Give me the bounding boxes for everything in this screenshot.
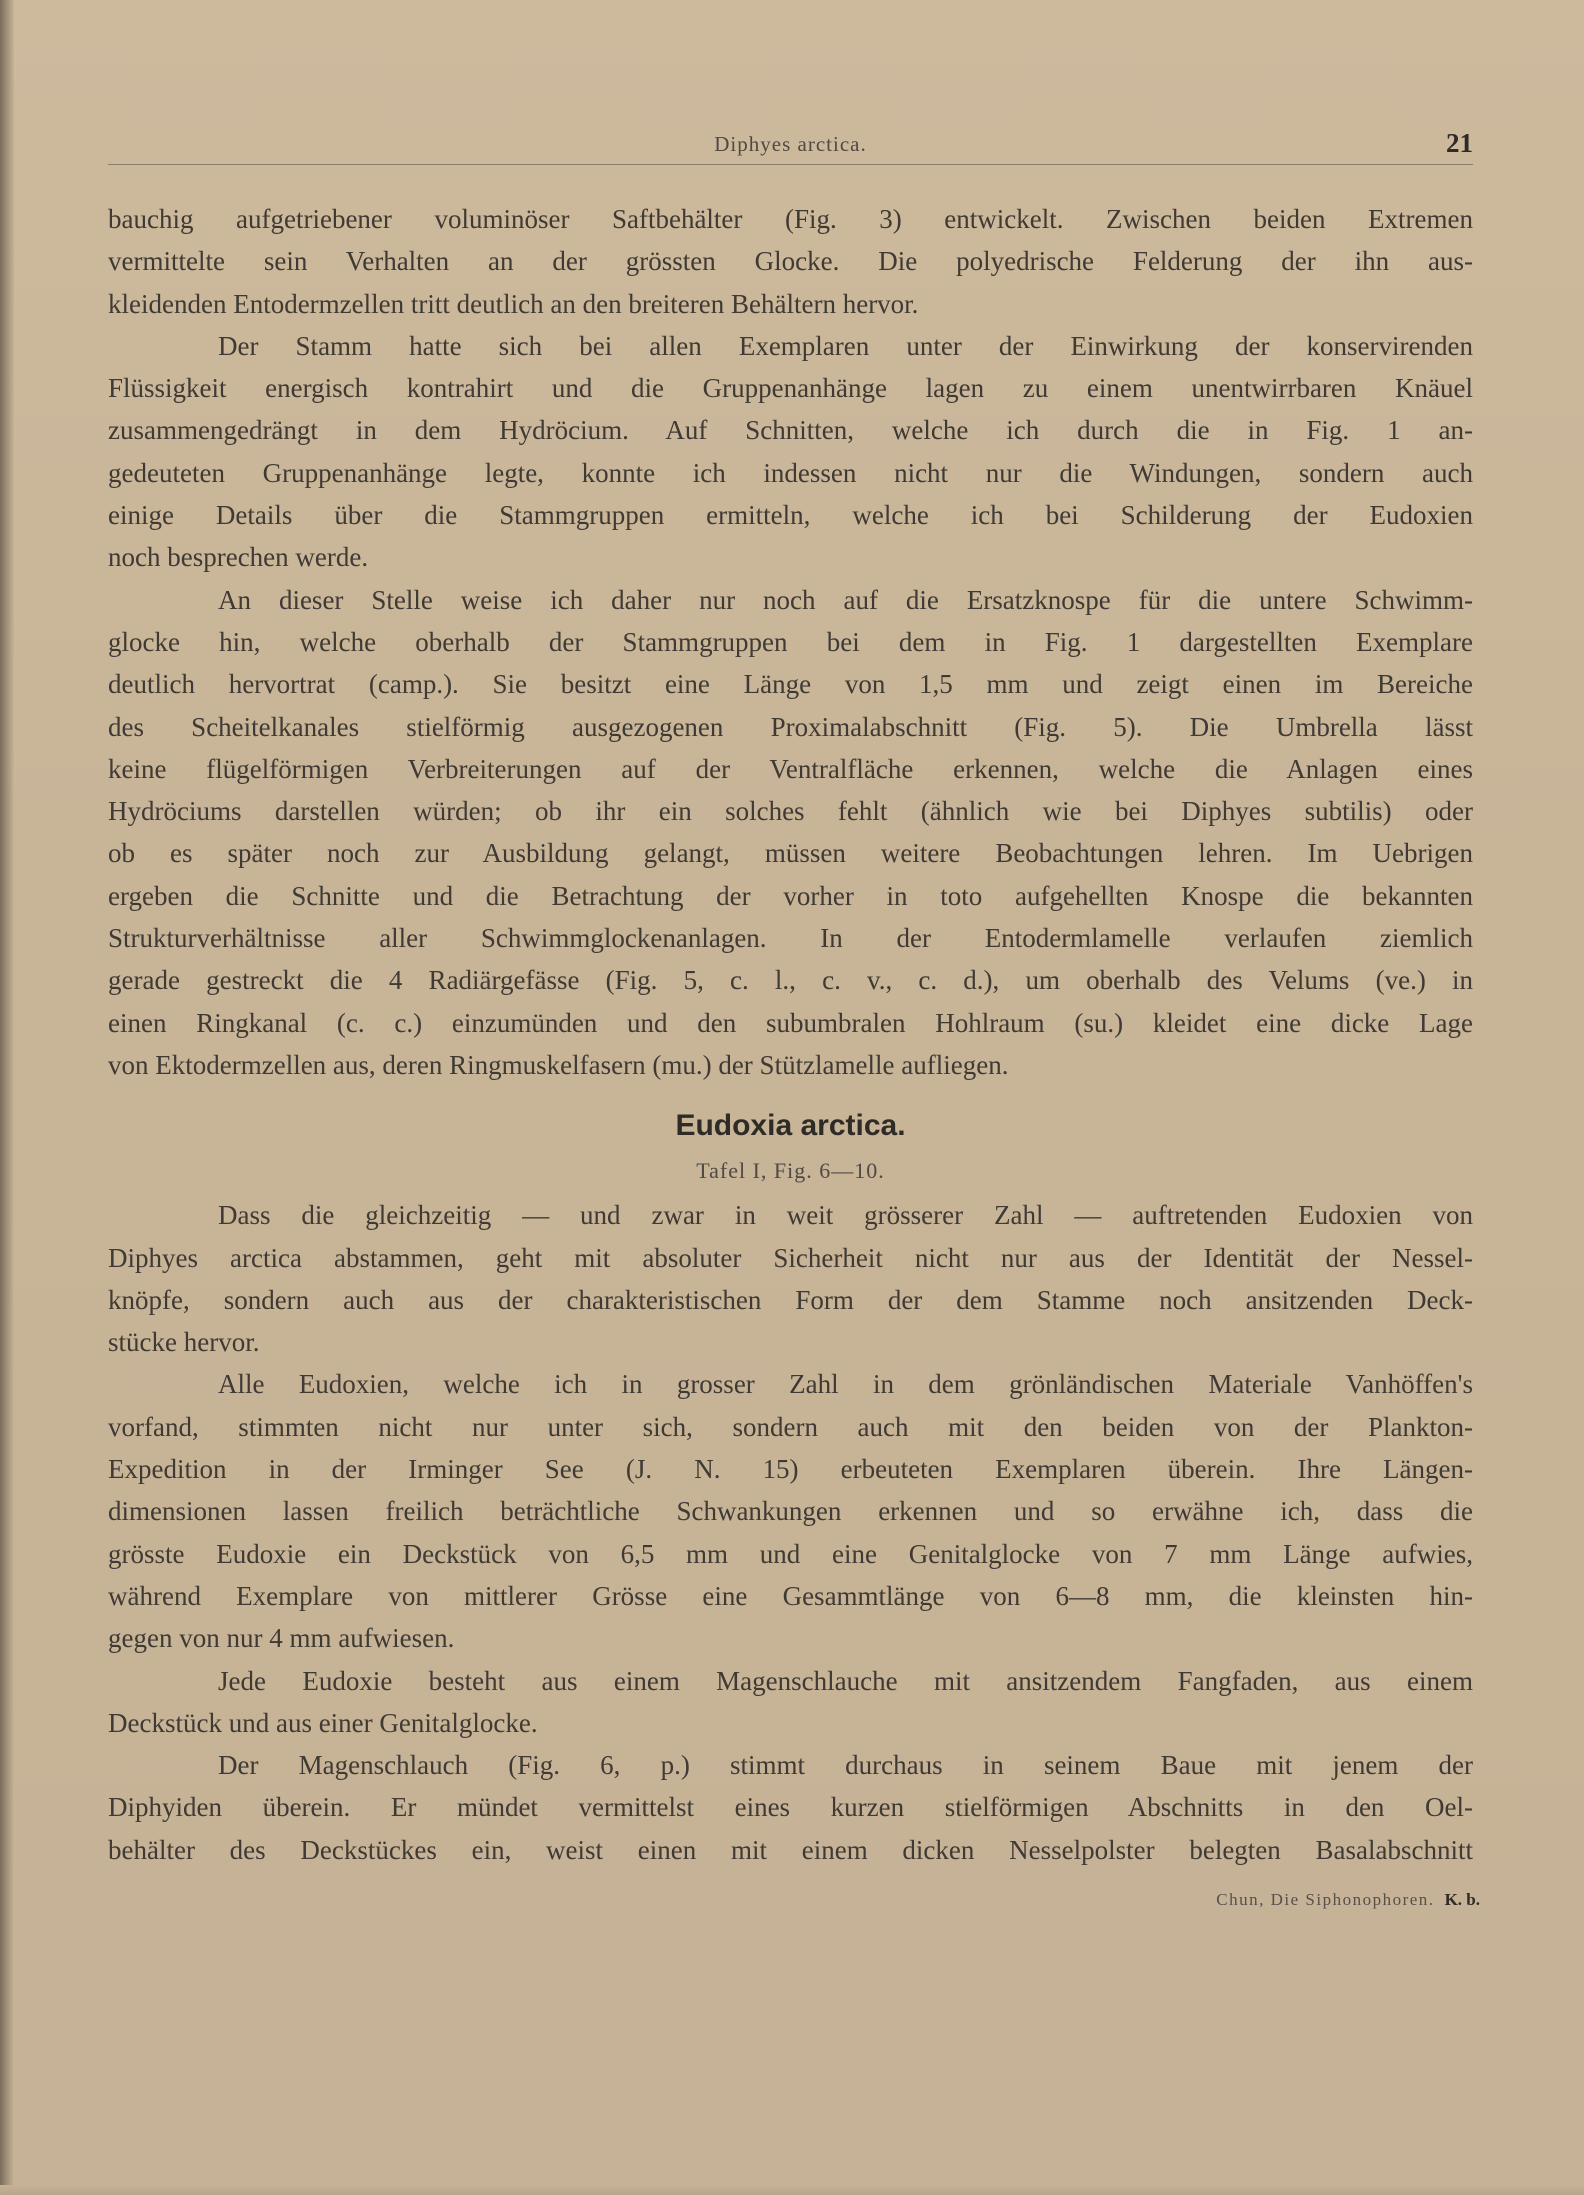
text-line: An dieser Stelle weise ich daher nur noch auf die Ersatzknospe für die untere Schwimm- — [218, 584, 1473, 615]
text-line: Der Magenschlauch (Fig. 6, p.) stimmt durchaus in seinem Baue mit jenem der — [218, 1750, 1473, 1781]
text-line: ergeben die Schnitte und die Betrachtung der vorher in toto aufgehellten Knospe die bekannten — [108, 880, 1473, 911]
text-line: grösste Eudoxie ein Deckstück von 6,5 mm und eine Genitalglocke von 7 mm Länge aufwies, — [108, 1538, 1473, 1569]
text-line: vorfand, stimmten nicht nur unter sich, sondern auch mit den beiden von der Plankton- — [108, 1411, 1473, 1442]
text-line: behälter des Deckstückes ein, weist einen mit einem dicken Nesselpolster belegten Basalabschnitt — [108, 1834, 1473, 1865]
text-line: vermittelte sein Verhalten an der grössten Glocke. Die polyedrische Felderung der ihn aus- — [108, 246, 1473, 277]
text-line: kleidenden Entodermzellen tritt deutlich an den breiteren Behältern hervor. — [108, 288, 919, 319]
text-line: Jede Eudoxie besteht aus einem Magenschlauche mit ansitzendem Fangfaden, aus einem — [218, 1665, 1473, 1696]
page-header — [108, 128, 1473, 168]
text-line: deutlich hervortrat (camp.). Sie besitzt eine Länge von 1,5 mm und zeigt einen im Bereiche — [108, 669, 1473, 700]
text-line: gedeuteten Gruppenanhänge legte, konnte ich indessen nicht nur die Windungen, sondern auch — [108, 457, 1473, 488]
text-line: noch besprechen werde. — [108, 542, 369, 573]
page-footer — [1060, 1890, 1480, 1910]
text-line: bauchig aufgetriebener voluminöser Saftbehälter (Fig. 3) entwickelt. Zwischen beiden Extremen — [108, 204, 1473, 234]
text-line: Dass die gleichzeitig — und zwar in weit grösserer Zahl — auftretenden Eudoxien von — [218, 1200, 1473, 1231]
text-line: einige Details über die Stammgruppen ermitteln, welche ich bei Schilderung der Eudoxien — [108, 500, 1473, 531]
header-rule — [108, 164, 1473, 165]
section-title: Eudoxia arctica. — [675, 1109, 906, 1143]
text-line: Strukturverhältnisse aller Schwimmglockenanlagen. In der Entodermlamelle verlaufen ziemlich — [108, 923, 1473, 954]
text-line: Expedition in der Irminger See (J. N. 15) erbeuteten Exemplaren überein. Ihre Längen- — [108, 1454, 1473, 1485]
page-bottom-edge — [0, 2185, 1584, 2195]
text-line: Deckstück und aus einer Genitalglocke. — [108, 1707, 538, 1738]
section-subtitle: Tafel I, Fig. 6—10. — [696, 1158, 885, 1184]
text-line: Diphyes arctica abstammen, geht mit absoluter Sicherheit nicht nur aus der Identität der Nessel- — [108, 1242, 1473, 1273]
text-line: keine flügelförmigen Verbreiterungen auf der Ventralfläche erkennen, welche die Anlagen eines — [108, 753, 1473, 784]
footer-signature: K. b. — [1444, 1890, 1480, 1909]
text-line: Diphyiden überein. Er mündet vermittelst eines kurzen stielförmigen Abschnitts in den Oel- — [108, 1792, 1473, 1823]
text-line: stücke hervor. — [108, 1327, 260, 1358]
text-line: des Scheitelkanales stielförmig ausgezogenen Proximalabschnitt (Fig. 5). Die Umbrella lässt — [108, 711, 1473, 742]
text-line: Der Stamm hatte sich bei allen Exemplaren unter der Einwirkung der konservirenden — [218, 330, 1473, 361]
text-line: von Ektodermzellen aus, deren Ringmuskelfasern (mu.) der Stützlamelle aufliegen. — [108, 1049, 1009, 1080]
page-edge-shadow — [0, 0, 14, 2195]
text-line: zusammengedrängt in dem Hydröcium. Auf Schnitten, welche ich durch die in Fig. 1 an- — [108, 415, 1473, 446]
body-text — [108, 198, 1473, 1871]
text-line: glocke hin, welche oberhalb der Stammgruppen bei dem in Fig. 1 dargestellten Exemplare — [108, 626, 1473, 657]
footer-source: Chun, Die Siphonophoren. — [1216, 1890, 1435, 1909]
running-title: Diphyes arctica. — [714, 132, 867, 156]
text-line: Flüssigkeit energisch kontrahirt und die Gruppenanhänge lagen zu einem unentwirrbaren Knäuel — [108, 373, 1473, 404]
text-line: Hydröciums darstellen würden; ob ihr ein solches fehlt (ähnlich wie bei Diphyes subtilis) oder — [108, 796, 1473, 827]
text-line: gerade gestreckt die 4 Radiärgefässe (Fig. 5, c. l., c. v., c. d.), um oberhalb des Velums (ve.) in — [108, 965, 1473, 996]
text-line: Alle Eudoxien, welche ich in grosser Zahl in dem grönländischen Materiale Vanhöffen's — [218, 1369, 1473, 1400]
page-number: 21 — [1446, 128, 1473, 158]
text-line: gegen von nur 4 mm aufwiesen. — [108, 1623, 455, 1654]
text-line: knöpfe, sondern auch aus der charakteristischen Form der dem Stamme noch ansitzenden Deck- — [108, 1284, 1473, 1315]
text-line: dimensionen lassen freilich beträchtliche Schwankungen erkennen und so erwähne ich, dass die — [108, 1496, 1473, 1527]
text-line: ob es später noch zur Ausbildung gelangt, müssen weitere Beobachtungen lehren. Im Uebrigen — [108, 838, 1473, 869]
text-line: während Exemplare von mittlerer Grösse eine Gesammtlänge von 6—8 mm, die kleinsten hin- — [108, 1580, 1473, 1611]
text-line: einen Ringkanal (c. c.) einzumünden und den subumbralen Hohlraum (su.) kleidet eine dicke Lage — [108, 1007, 1473, 1038]
